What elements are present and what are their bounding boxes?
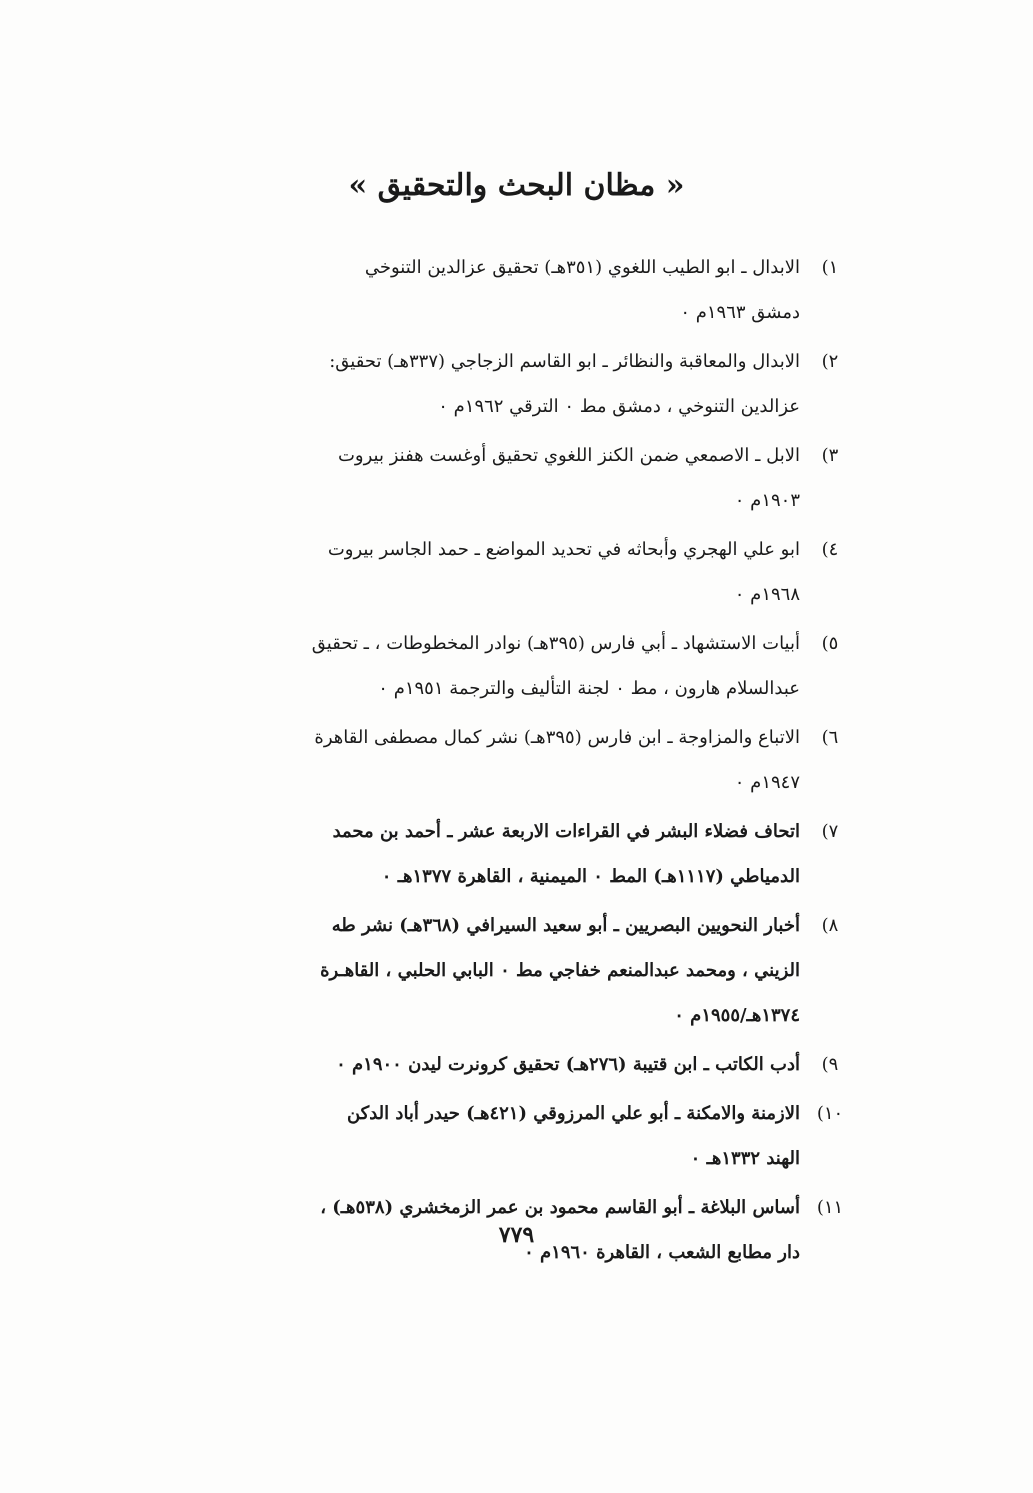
entry-line: دار مطابع الشعب ، القاهرة ١٩٦٠م ٠ xyxy=(524,1242,800,1263)
entry-number: ٤) xyxy=(821,539,839,560)
entry-line: أبيات الاستشهاد ـ أبي فارس (٣٩٥هـ) نوادر المخطوطات ، ـ تحقيق xyxy=(311,633,800,654)
entry-number: ٩) xyxy=(821,1054,839,1075)
entry-number: ١١) xyxy=(816,1197,844,1218)
entry-line: عزالدين التنوخي ، دمشق مط ٠ الترقي ١٩٦٢م ٠ xyxy=(438,396,800,417)
entry-line: الدمياطي (١١١٧هـ) المط ٠ الميمنية ، القاهرة ١٣٧٧هـ ٠ xyxy=(381,866,800,887)
entry-number: ٥) xyxy=(821,633,839,654)
entry-line: ابو علي الهجري وأبحاثه في تحديد المواضع ـ حمد الجاسر بيروت xyxy=(327,539,800,560)
entry-number: ٢) xyxy=(821,351,839,372)
bibliography-entry xyxy=(190,903,850,1038)
entry-line: عبدالسلام هارون ، مط ٠ لجنة التأليف والترجمة ١٩٥١م ٠ xyxy=(378,678,800,699)
entry-line: ١٩٦٨م ٠ xyxy=(734,584,800,605)
entry-line: الاتباع والمزاوجة ـ ابن فارس (٣٩٥هـ) نشر كمال مصطفى القاهرة xyxy=(314,727,800,748)
entry-line: أدب الكاتب ـ ابن قتيبة (٢٧٦هـ) تحقيق كرونرت ليدن ١٩٠٠م ٠ xyxy=(336,1054,800,1075)
entry-line: الهند ١٣٣٢هـ ٠ xyxy=(690,1148,800,1169)
entry-line: ١٩٤٧م ٠ xyxy=(734,772,800,793)
entry-number: ٨) xyxy=(821,915,839,936)
entry-line: أساس البلاغة ـ أبو القاسم محمود بن عمر الزمخشري (٥٣٨هـ) ، xyxy=(320,1197,800,1218)
entry-line: ١٩٠٣م ٠ xyxy=(734,490,800,511)
entry-line: الابدال ـ ابو الطيب اللغوي (٣٥١هـ) تحقيق عزالدين التنوخي xyxy=(364,257,800,278)
entry-line: اتحاف فضلاء البشر في القراءات الاربعة عشر ـ أحمد بن محمد xyxy=(332,821,800,842)
entry-line: أخبار النحويين البصريين ـ أبو سعيد السيرافي (٣٦٨هـ) نشر طه xyxy=(331,915,800,936)
bibliography-entry xyxy=(190,1091,850,1181)
page-title: « مظان البحث والتحقيق » xyxy=(348,168,685,203)
entry-number: ١) xyxy=(821,257,839,278)
bibliography-entry xyxy=(190,621,850,711)
page-number: ٧٧٩ xyxy=(498,1222,535,1248)
entry-number: ١٠) xyxy=(816,1103,844,1124)
bibliography-entry xyxy=(190,245,850,335)
entry-line: الابل ـ الاصمعي ضمن الكنز اللغوي تحقيق أوغست هفنز بيروت xyxy=(337,445,800,466)
bibliography-entry xyxy=(190,809,850,899)
entry-number: ٣) xyxy=(821,445,839,466)
entry-line: الابدال والمعاقبة والنظائر ـ ابو القاسم الزجاجي (٣٣٧هـ) تحقيق: xyxy=(329,351,800,372)
bibliography-entry xyxy=(190,433,850,523)
bibliography-list xyxy=(190,245,850,1279)
entry-number: ٦) xyxy=(821,727,839,748)
bibliography-entry xyxy=(190,715,850,805)
entry-line: الزيني ، ومحمد عبدالمنعم خفاجي مط ٠ البابي الحلبي ، القاهـرة xyxy=(320,960,800,981)
entry-line: ١٣٧٤هـ/١٩٥٥م ٠ xyxy=(674,1005,800,1026)
entry-line: الازمنة والامكنة ـ أبو علي المرزوقي (٤٢١هـ) حيدر أباد الدكن xyxy=(346,1103,800,1124)
entry-line: دمشق ١٩٦٣م ٠ xyxy=(680,302,800,323)
bibliography-entry xyxy=(190,339,850,429)
bibliography-entry xyxy=(190,527,850,617)
entry-number: ٧) xyxy=(821,821,839,842)
bibliography-entry xyxy=(190,1042,850,1087)
